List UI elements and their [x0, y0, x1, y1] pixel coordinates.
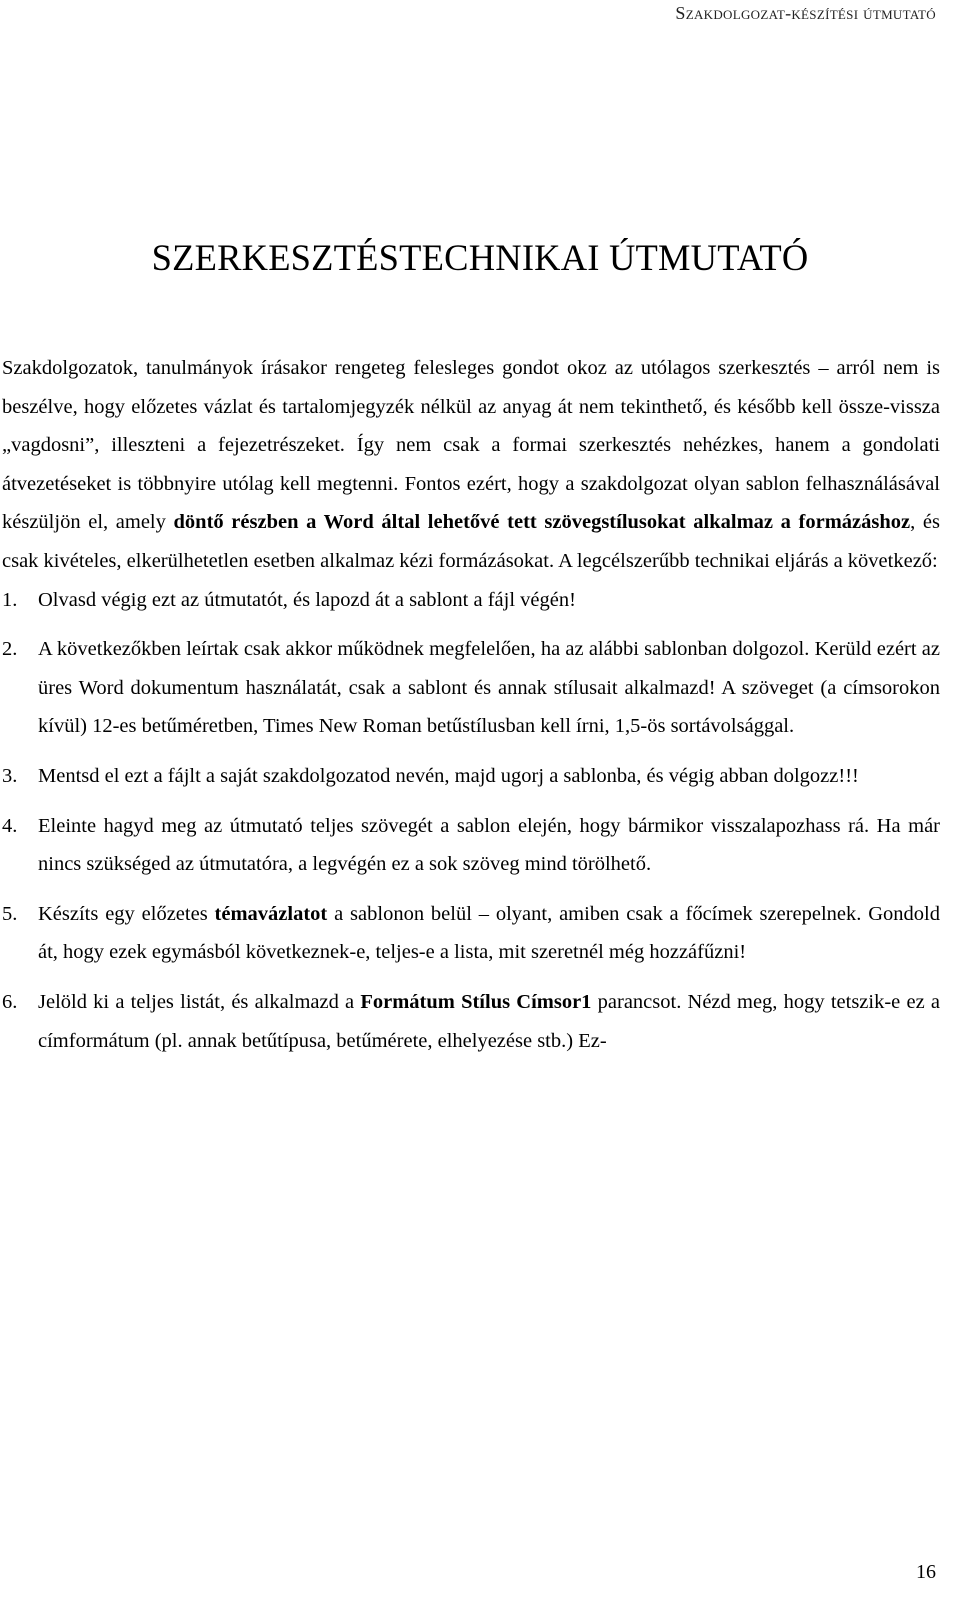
running-header: Szakdolgozat-készítési útmutató: [675, 3, 936, 23]
step-number: 6.: [2, 990, 18, 1013]
step-text: Eleinte hagyd meg az útmutató teljes szövegét a sablon elején, hogy bármikor visszalapozhass rá. Ha már nincs szükséged az útmutatóra, a legvégén ez a sok szöveg mind törölhető.: [38, 814, 940, 876]
step-text-post: a sablonon belül – olyant, amiben csak a főcímek szerepelnek. Gondold át, hogy ezek egymásból következnek-e, teljes-e a lista, mit szeretnél még hozzáfűzni!: [38, 902, 941, 964]
step-text: A következőkben leírtak csak akkor működnek megfelelően, ha az alábbi sablonban dolgozol. Kerüld ezért az üres Word dokumentum használatát, csak a sablont és annak stílusait alkalmazd! A szöveget (a címsorokon kívül) 12-es betűméretben, Times New Roman betűstílusban kell írni, 1,5-ös sortávolsággal.: [38, 638, 940, 738]
intro-paragraph: [2, 349, 940, 581]
steps-list: [2, 581, 940, 1061]
step-number: 4.: [2, 814, 18, 837]
step-item: [2, 757, 940, 796]
intro-bold-text: döntő részben a Word által lehetővé tett szövegstílusokat alkalmaz a formázáshoz: [173, 511, 911, 534]
step-text-pre: Jelöld ki a teljes listát, és alkalmazd a: [38, 990, 361, 1013]
step-bold-term: témavázlatot: [214, 902, 328, 925]
step-number: 5.: [2, 902, 18, 925]
step-text-post: parancsot. Nézd meg, hogy tetszik-e ez a címformátum (pl. annak betűtípusa, betűmérete, elhelyezése stb.) Ez-: [38, 990, 940, 1052]
step-bold-command: Formátum Stílus Címsor1: [360, 990, 592, 1013]
page-title: SZERKESZTÉSTECHNIKAI ÚTMUTATÓ: [151, 237, 809, 278]
step-item: [2, 581, 940, 620]
page-number: 16: [916, 1561, 936, 1583]
step-number: 2.: [2, 638, 18, 661]
step-text-pre: Készíts egy előzetes: [38, 902, 215, 925]
step-item: [2, 895, 940, 972]
intro-text-part1: Szakdolgozatok, tanulmányok írásakor rengeteg felesleges gondot okoz az utólagos szerkesztés – arról nem is beszélve, hogy előzetes vázlat és tartalomjegyzék nélkül az anyag át nem tekinthető, és később kell össze-vissza „vagdosni”, illeszteni a fejezetrészeket. Így nem csak a formai szerkesztés nehézkes, hanem a gondolati átvezetéseket is többnyire utólag kell megtenni. Fontos ezért, hogy a szakdolgozat olyan sablon felhasználásával készüljön el, amely: [2, 357, 940, 534]
step-item: [2, 983, 940, 1060]
step-item: [2, 630, 940, 746]
step-number: 3.: [2, 764, 18, 787]
step-text: Mentsd el ezt a fájlt a saját szakdolgozatod nevén, majd ugorj a sablonba, és végig abban dolgozz!!!: [38, 764, 859, 787]
step-number: 1.: [2, 588, 18, 611]
step-item: [2, 807, 940, 884]
intro-text-part2: , és csak kivételes, elkerülhetetlen esetben alkalmaz kézi formázásokat. A legcélszerűbb technikai eljárás a következő:: [2, 511, 940, 572]
step-text: Olvasd végig ezt az útmutatót, és lapozd át a sablont a fájl végén!: [38, 588, 576, 611]
document-body: [2, 349, 940, 1060]
